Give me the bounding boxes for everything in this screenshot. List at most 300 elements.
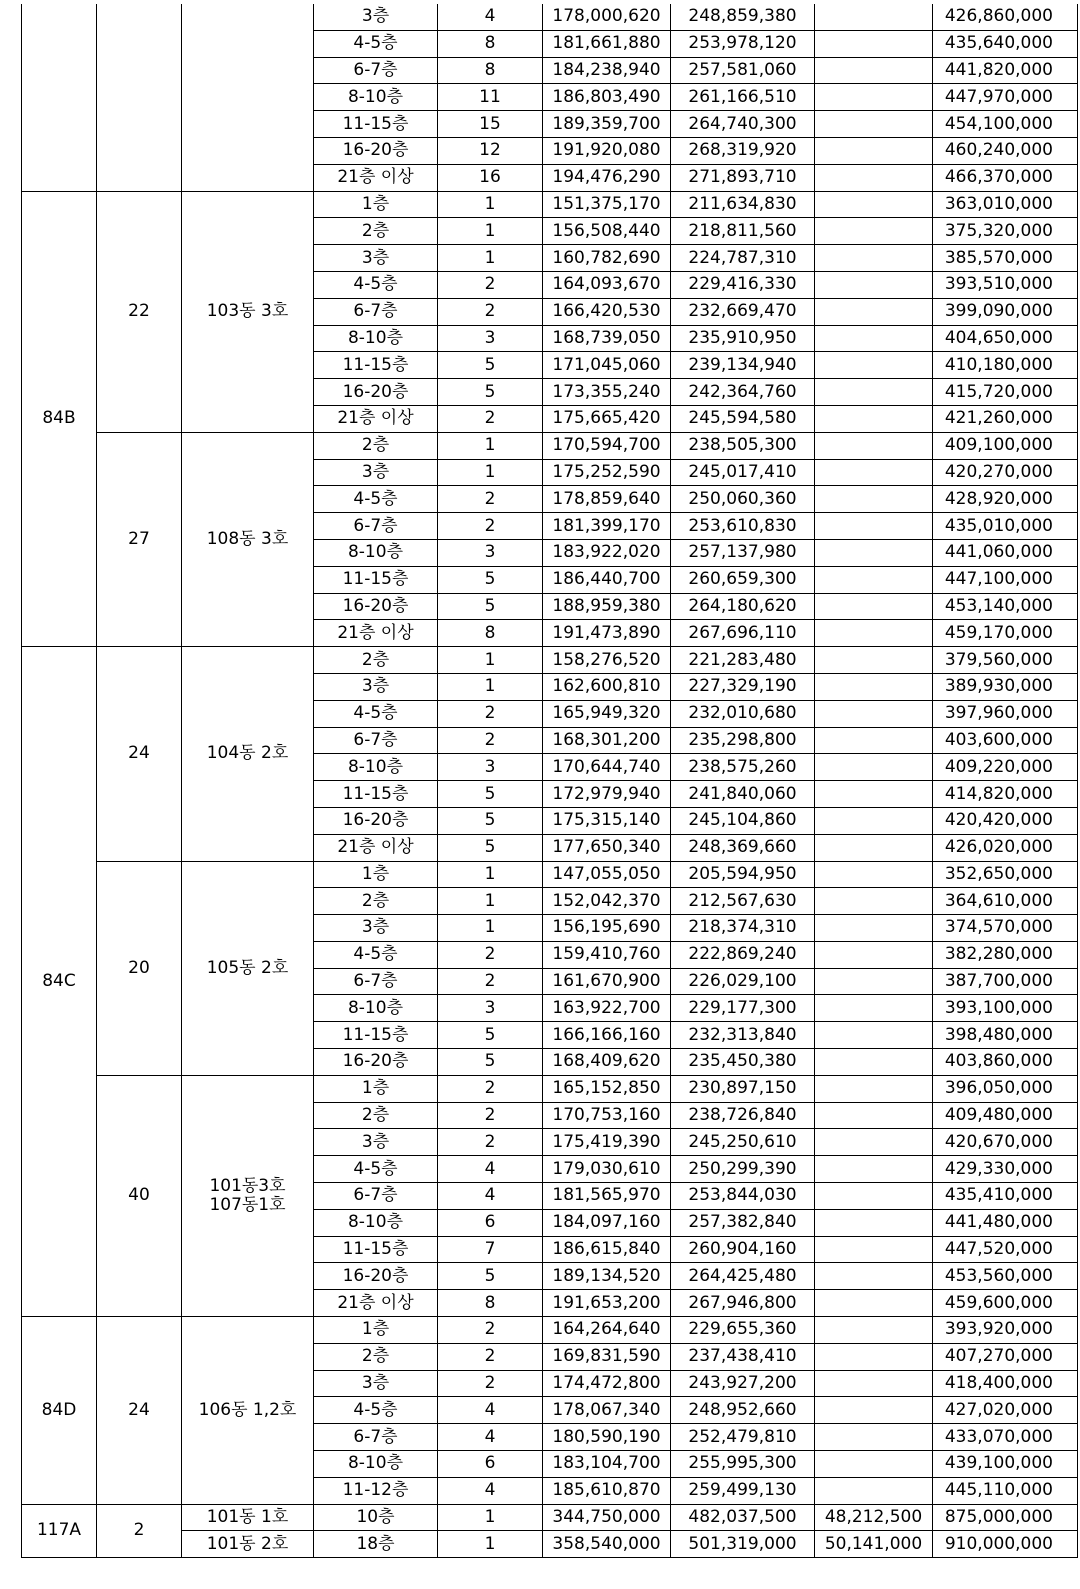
unit-count-cell: 8	[438, 30, 543, 57]
floor-cell: 2층	[314, 647, 438, 674]
total-price-cell: 398,480,000	[933, 1022, 1078, 1049]
unit-count-cell: 2	[438, 700, 543, 727]
unit-count-cell: 5	[438, 593, 543, 620]
household-cell	[97, 4, 182, 191]
total-price-cell: 409,480,000	[933, 1102, 1078, 1129]
land-price-cell: 189,134,520	[543, 1263, 671, 1290]
unit-count-cell: 1	[438, 673, 543, 700]
floor-cell: 11-15층	[314, 566, 438, 593]
land-price-cell: 191,473,890	[543, 620, 671, 647]
vat-cell	[815, 807, 933, 834]
building-price-cell: 482,037,500	[671, 1504, 815, 1531]
floor-cell: 8-10층	[314, 1451, 438, 1478]
building-price-cell: 232,669,470	[671, 298, 815, 325]
floor-cell: 6-7층	[314, 513, 438, 540]
vat-cell	[815, 1236, 933, 1263]
land-price-cell: 189,359,700	[543, 111, 671, 138]
building-price-cell: 264,425,480	[671, 1263, 815, 1290]
land-price-cell: 175,419,390	[543, 1129, 671, 1156]
vat-cell	[815, 915, 933, 942]
unit-count-cell: 2	[438, 1129, 543, 1156]
vat-cell	[815, 379, 933, 406]
vat-cell	[815, 325, 933, 352]
vat-cell	[815, 4, 933, 30]
total-price-cell: 428,920,000	[933, 486, 1078, 513]
floor-cell: 3층	[314, 245, 438, 272]
total-price-cell: 418,400,000	[933, 1370, 1078, 1397]
land-price-cell: 191,920,080	[543, 137, 671, 164]
building-price-cell: 235,910,950	[671, 325, 815, 352]
vat-cell	[815, 111, 933, 138]
building-price-cell: 260,659,300	[671, 566, 815, 593]
vat-cell	[815, 593, 933, 620]
unit-count-cell: 1	[438, 245, 543, 272]
land-price-cell: 169,831,590	[543, 1343, 671, 1370]
vat-cell	[815, 57, 933, 84]
floor-cell: 16-20층	[314, 807, 438, 834]
building-price-cell: 229,416,330	[671, 271, 815, 298]
total-price-cell: 375,320,000	[933, 218, 1078, 245]
building-price-cell: 229,177,300	[671, 995, 815, 1022]
vat-cell	[815, 566, 933, 593]
floor-cell: 16-20층	[314, 137, 438, 164]
total-price-cell: 445,110,000	[933, 1477, 1078, 1504]
floor-cell: 4-5층	[314, 1397, 438, 1424]
table-row	[22, 1075, 1078, 1102]
building-price-cell: 238,726,840	[671, 1102, 815, 1129]
vat-cell	[815, 405, 933, 432]
vat-cell	[815, 245, 933, 272]
building-price-cell: 242,364,760	[671, 379, 815, 406]
floor-cell: 4-5층	[314, 486, 438, 513]
total-price-cell: 409,100,000	[933, 432, 1078, 459]
total-price-cell: 364,610,000	[933, 888, 1078, 915]
unit-count-cell: 6	[438, 1209, 543, 1236]
total-price-cell: 382,280,000	[933, 941, 1078, 968]
floor-cell: 11-15층	[314, 352, 438, 379]
floor-cell: 3층	[314, 673, 438, 700]
total-price-cell: 420,420,000	[933, 807, 1078, 834]
floor-cell: 3층	[314, 1370, 438, 1397]
unit-count-cell: 2	[438, 968, 543, 995]
land-price-cell: 184,238,940	[543, 57, 671, 84]
building-price-cell: 238,505,300	[671, 432, 815, 459]
land-price-cell: 181,661,880	[543, 30, 671, 57]
vat-cell: 50,141,000	[815, 1531, 933, 1558]
vat-cell	[815, 1370, 933, 1397]
land-price-cell: 358,540,000	[543, 1531, 671, 1558]
vat-cell	[815, 539, 933, 566]
building-price-cell: 255,995,300	[671, 1451, 815, 1478]
building-price-cell: 245,250,610	[671, 1129, 815, 1156]
total-price-cell: 459,170,000	[933, 620, 1078, 647]
building-price-cell: 271,893,710	[671, 164, 815, 191]
building-price-cell: 501,319,000	[671, 1531, 815, 1558]
unit-count-cell: 3	[438, 539, 543, 566]
building-price-cell: 232,010,680	[671, 700, 815, 727]
building-price-cell: 235,450,380	[671, 1049, 815, 1076]
unit-count-cell: 3	[438, 995, 543, 1022]
unit-count-cell: 1	[438, 647, 543, 674]
vat-cell	[815, 1263, 933, 1290]
building-price-cell: 250,299,390	[671, 1156, 815, 1183]
total-price-cell: 414,820,000	[933, 781, 1078, 808]
land-price-cell: 147,055,050	[543, 861, 671, 888]
unit-count-cell: 16	[438, 164, 543, 191]
table-row	[22, 4, 1078, 30]
land-price-cell: 180,590,190	[543, 1424, 671, 1451]
floor-cell: 1층	[314, 1317, 438, 1344]
vat-cell	[815, 1049, 933, 1076]
unit-count-cell: 5	[438, 379, 543, 406]
vat-cell	[815, 513, 933, 540]
total-price-cell: 459,600,000	[933, 1290, 1078, 1317]
total-price-cell: 410,180,000	[933, 352, 1078, 379]
total-price-cell: 433,070,000	[933, 1424, 1078, 1451]
building-price-cell: 239,134,940	[671, 352, 815, 379]
vat-cell	[815, 1451, 933, 1478]
total-price-cell: 447,100,000	[933, 566, 1078, 593]
total-price-cell: 397,960,000	[933, 700, 1078, 727]
floor-cell: 1층	[314, 191, 438, 218]
unit-count-cell: 5	[438, 807, 543, 834]
total-price-cell: 435,640,000	[933, 30, 1078, 57]
type-cell	[22, 4, 97, 191]
floor-cell: 11-15층	[314, 781, 438, 808]
building-unit-cell	[182, 191, 314, 432]
vat-cell	[815, 673, 933, 700]
total-price-cell: 393,100,000	[933, 995, 1078, 1022]
vat-cell	[815, 781, 933, 808]
land-price-cell: 168,301,200	[543, 727, 671, 754]
floor-cell: 8-10층	[314, 995, 438, 1022]
building-price-cell: 253,844,030	[671, 1183, 815, 1210]
unit-count-cell: 3	[438, 325, 543, 352]
building-unit-label: 108동 3호	[206, 528, 289, 549]
floor-cell: 6-7층	[314, 968, 438, 995]
unit-count-cell: 1	[438, 1531, 543, 1558]
table-row	[22, 1504, 1078, 1531]
land-price-cell: 181,399,170	[543, 513, 671, 540]
floor-cell: 21층 이상	[314, 405, 438, 432]
building-unit-label: 104동 2호	[206, 743, 289, 764]
total-price-cell: 435,010,000	[933, 513, 1078, 540]
floor-cell: 2층	[314, 218, 438, 245]
vat-cell	[815, 995, 933, 1022]
land-price-cell: 162,600,810	[543, 673, 671, 700]
floor-cell: 11-15층	[314, 111, 438, 138]
land-price-cell: 186,615,840	[543, 1236, 671, 1263]
vat-cell	[815, 459, 933, 486]
total-price-cell: 363,010,000	[933, 191, 1078, 218]
vat-cell	[815, 352, 933, 379]
land-price-cell: 184,097,160	[543, 1209, 671, 1236]
land-price-cell: 194,476,290	[543, 164, 671, 191]
vat-cell	[815, 1156, 933, 1183]
floor-cell: 16-20층	[314, 1049, 438, 1076]
building-price-cell: 227,329,190	[671, 673, 815, 700]
land-price-cell: 183,104,700	[543, 1451, 671, 1478]
unit-count-cell: 4	[438, 1183, 543, 1210]
building-price-cell: 257,581,060	[671, 57, 815, 84]
floor-cell: 4-5층	[314, 30, 438, 57]
building-price-cell: 245,594,580	[671, 405, 815, 432]
unit-count-cell: 1	[438, 218, 543, 245]
building-price-cell: 248,952,660	[671, 1397, 815, 1424]
floor-cell: 4-5층	[314, 700, 438, 727]
floor-cell: 2층	[314, 888, 438, 915]
vat-cell	[815, 1343, 933, 1370]
land-price-cell: 161,670,900	[543, 968, 671, 995]
total-price-cell: 393,920,000	[933, 1317, 1078, 1344]
floor-cell: 4-5층	[314, 941, 438, 968]
unit-count-cell: 7	[438, 1236, 543, 1263]
building-unit-cell	[182, 4, 314, 191]
vat-cell: 48,212,500	[815, 1504, 933, 1531]
floor-cell: 8-10층	[314, 325, 438, 352]
total-price-cell: 409,220,000	[933, 754, 1078, 781]
total-price-cell: 439,100,000	[933, 1451, 1078, 1478]
building-unit-cell: 101동 1호	[182, 1504, 314, 1531]
building-price-cell: 243,927,200	[671, 1370, 815, 1397]
building-price-cell: 253,610,830	[671, 513, 815, 540]
vat-cell	[815, 647, 933, 674]
unit-count-cell: 2	[438, 513, 543, 540]
floor-cell: 21층 이상	[314, 620, 438, 647]
building-price-cell: 226,029,100	[671, 968, 815, 995]
land-price-cell: 175,315,140	[543, 807, 671, 834]
total-price-cell: 379,560,000	[933, 647, 1078, 674]
vat-cell	[815, 700, 933, 727]
total-price-cell: 399,090,000	[933, 298, 1078, 325]
unit-count-cell: 2	[438, 1075, 543, 1102]
unit-count-cell: 1	[438, 191, 543, 218]
vat-cell	[815, 727, 933, 754]
vat-cell	[815, 1317, 933, 1344]
land-price-cell: 168,739,050	[543, 325, 671, 352]
total-price-cell: 453,560,000	[933, 1263, 1078, 1290]
unit-count-cell: 3	[438, 754, 543, 781]
type-cell: 84B	[22, 191, 97, 647]
building-price-cell: 267,696,110	[671, 620, 815, 647]
vat-cell	[815, 1102, 933, 1129]
land-price-cell: 177,650,340	[543, 834, 671, 861]
total-price-cell: 352,650,000	[933, 861, 1078, 888]
vat-cell	[815, 298, 933, 325]
floor-cell: 4-5층	[314, 1156, 438, 1183]
land-price-cell: 151,375,170	[543, 191, 671, 218]
floor-cell: 4-5층	[314, 271, 438, 298]
total-price-cell: 441,820,000	[933, 57, 1078, 84]
building-price-cell: 237,438,410	[671, 1343, 815, 1370]
land-price-cell: 183,922,020	[543, 539, 671, 566]
vat-cell	[815, 888, 933, 915]
floor-cell: 3층	[314, 4, 438, 30]
total-price-cell: 454,100,000	[933, 111, 1078, 138]
building-unit-cell: 101동 2호	[182, 1531, 314, 1558]
land-price-cell: 156,508,440	[543, 218, 671, 245]
household-cell: 22	[97, 191, 182, 432]
unit-count-cell: 1	[438, 432, 543, 459]
floor-cell: 8-10층	[314, 539, 438, 566]
household-cell: 24	[97, 647, 182, 861]
land-price-cell: 170,594,700	[543, 432, 671, 459]
total-price-cell: 393,510,000	[933, 271, 1078, 298]
land-price-cell: 164,093,670	[543, 271, 671, 298]
unit-count-cell: 4	[438, 1477, 543, 1504]
vat-cell	[815, 754, 933, 781]
land-price-cell: 175,665,420	[543, 405, 671, 432]
unit-count-cell: 8	[438, 1290, 543, 1317]
floor-cell: 6-7층	[314, 1424, 438, 1451]
land-price-cell: 170,644,740	[543, 754, 671, 781]
land-price-cell: 178,067,340	[543, 1397, 671, 1424]
unit-count-cell: 2	[438, 727, 543, 754]
building-price-cell: 212,567,630	[671, 888, 815, 915]
land-price-cell: 171,045,060	[543, 352, 671, 379]
building-unit-cell	[182, 432, 314, 646]
land-price-cell: 186,440,700	[543, 566, 671, 593]
land-price-cell: 175,252,590	[543, 459, 671, 486]
total-price-cell: 396,050,000	[933, 1075, 1078, 1102]
land-price-cell: 186,803,490	[543, 84, 671, 111]
floor-cell: 21층 이상	[314, 834, 438, 861]
unit-count-cell: 4	[438, 4, 543, 30]
total-price-cell: 427,020,000	[933, 1397, 1078, 1424]
building-price-cell: 211,634,830	[671, 191, 815, 218]
unit-count-cell: 2	[438, 486, 543, 513]
floor-cell: 6-7층	[314, 298, 438, 325]
unit-count-cell: 8	[438, 620, 543, 647]
total-price-cell: 441,060,000	[933, 539, 1078, 566]
building-price-cell: 259,499,130	[671, 1477, 815, 1504]
unit-count-cell: 2	[438, 1102, 543, 1129]
total-price-cell: 403,860,000	[933, 1049, 1078, 1076]
vat-cell	[815, 1209, 933, 1236]
floor-cell: 21층 이상	[314, 164, 438, 191]
floor-cell: 11-15층	[314, 1236, 438, 1263]
total-price-cell: 453,140,000	[933, 593, 1078, 620]
building-unit-cell	[182, 647, 314, 861]
floor-cell: 16-20층	[314, 1263, 438, 1290]
unit-count-cell: 2	[438, 1343, 543, 1370]
type-cell: 117A	[22, 1504, 97, 1558]
building-price-cell: 241,840,060	[671, 781, 815, 808]
floor-cell: 6-7층	[314, 57, 438, 84]
total-price-cell: 387,700,000	[933, 968, 1078, 995]
vat-cell	[815, 486, 933, 513]
building-price-cell: 257,137,980	[671, 539, 815, 566]
total-price-cell: 389,930,000	[933, 673, 1078, 700]
building-price-cell: 205,594,950	[671, 861, 815, 888]
building-price-cell: 245,104,860	[671, 807, 815, 834]
floor-cell: 3층	[314, 459, 438, 486]
building-price-cell: 264,740,300	[671, 111, 815, 138]
building-price-cell: 230,897,150	[671, 1075, 815, 1102]
building-unit-label: 105동 2호	[206, 957, 289, 978]
total-price-cell: 460,240,000	[933, 137, 1078, 164]
building-unit-cell	[182, 861, 314, 1075]
floor-cell: 16-20층	[314, 379, 438, 406]
building-price-cell: 252,479,810	[671, 1424, 815, 1451]
unit-count-cell: 4	[438, 1397, 543, 1424]
total-price-cell: 429,330,000	[933, 1156, 1078, 1183]
household-cell: 20	[97, 861, 182, 1075]
building-price-cell: 261,166,510	[671, 84, 815, 111]
land-price-cell: 159,410,760	[543, 941, 671, 968]
building-price-cell: 229,655,360	[671, 1317, 815, 1344]
floor-cell: 21층 이상	[314, 1290, 438, 1317]
household-cell: 27	[97, 432, 182, 646]
unit-count-cell: 12	[438, 137, 543, 164]
total-price-cell: 875,000,000	[933, 1504, 1078, 1531]
table-row	[22, 1317, 1078, 1344]
building-unit-label: 103동 3호	[206, 301, 289, 322]
unit-count-cell: 4	[438, 1424, 543, 1451]
land-price-cell: 152,042,370	[543, 888, 671, 915]
vat-cell	[815, 164, 933, 191]
vat-cell	[815, 1183, 933, 1210]
land-price-cell: 166,420,530	[543, 298, 671, 325]
household-cell: 24	[97, 1317, 182, 1505]
total-price-cell: 420,670,000	[933, 1129, 1078, 1156]
land-price-cell: 158,276,520	[543, 647, 671, 674]
floor-cell: 1층	[314, 1075, 438, 1102]
table-row	[22, 647, 1078, 674]
land-price-cell: 168,409,620	[543, 1049, 671, 1076]
vat-cell	[815, 1290, 933, 1317]
building-price-cell: 238,575,260	[671, 754, 815, 781]
total-price-cell: 403,600,000	[933, 727, 1078, 754]
unit-count-cell: 5	[438, 781, 543, 808]
building-unit-label: 107동1호	[209, 1194, 286, 1215]
unit-count-cell: 5	[438, 566, 543, 593]
total-price-cell: 385,570,000	[933, 245, 1078, 272]
building-unit-label: 106동 1,2호	[198, 1399, 297, 1420]
total-price-cell: 447,520,000	[933, 1236, 1078, 1263]
vat-cell	[815, 137, 933, 164]
total-price-cell: 447,970,000	[933, 84, 1078, 111]
vat-cell	[815, 1129, 933, 1156]
unit-count-cell: 1	[438, 888, 543, 915]
floor-cell: 8-10층	[314, 754, 438, 781]
floor-cell: 6-7층	[314, 1183, 438, 1210]
vat-cell	[815, 1397, 933, 1424]
floor-cell: 2층	[314, 1102, 438, 1129]
vat-cell	[815, 30, 933, 57]
land-price-cell: 160,782,690	[543, 245, 671, 272]
unit-count-cell: 1	[438, 861, 543, 888]
total-price-cell: 466,370,000	[933, 164, 1078, 191]
floor-cell: 11-12층	[314, 1477, 438, 1504]
vat-cell	[815, 861, 933, 888]
total-price-cell: 420,270,000	[933, 459, 1078, 486]
building-unit-cell	[182, 1075, 314, 1316]
supply-price-table	[21, 4, 1078, 1558]
vat-cell	[815, 271, 933, 298]
total-price-cell: 426,020,000	[933, 834, 1078, 861]
land-price-cell: 191,653,200	[543, 1290, 671, 1317]
land-price-cell: 165,152,850	[543, 1075, 671, 1102]
table-row	[22, 191, 1078, 218]
unit-count-cell: 4	[438, 1156, 543, 1183]
total-price-cell: 415,720,000	[933, 379, 1078, 406]
table-row	[22, 432, 1078, 459]
floor-cell: 3층	[314, 1129, 438, 1156]
building-price-cell: 218,811,560	[671, 218, 815, 245]
building-price-cell: 268,319,920	[671, 137, 815, 164]
land-price-cell: 344,750,000	[543, 1504, 671, 1531]
